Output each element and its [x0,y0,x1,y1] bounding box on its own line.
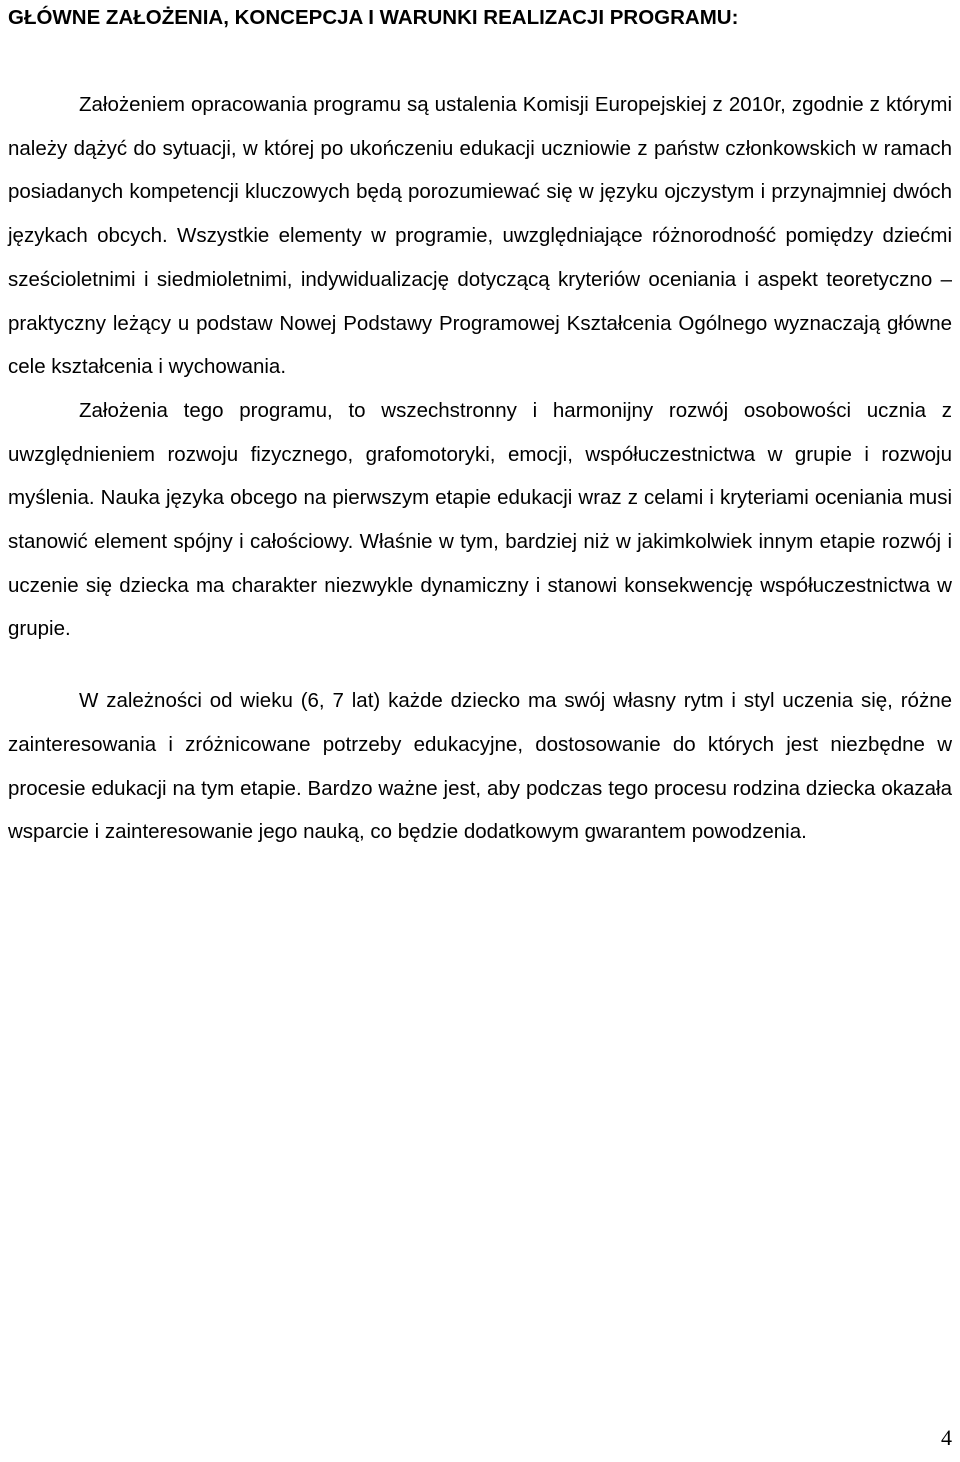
paragraph-goals: Założeniem opracowania programu są ustalenia Komisji Europejskiej z 2010r, zgodnie z którymi należy dążyć do sytuacji, w której po ukończeniu edukacji uczniowie z państw członkowskich w ramach posiadanych kompetencji kluczowych będą porozumiewać się w języku ojczystym i przynajmniej dwóch językach obcych. Wszystkie elementy w programie, uwzględniające różnorodność pomiędzy dziećmi sześcioletnimi i siedmioletnimi, indywidualizację dotyczącą kryteriów oceniania i aspekt teoretyczno – praktyczny leżący u podstaw Nowej Podstawy Programowej Kształcenia Ogólnego wyznaczają główne cele kształcenia i wychowania. [8,93,952,379]
section-heading: GŁÓWNE ZAŁOŻENIA, KONCEPCJA I WARUNKI REALIZACJI PROGRAMU: [8,6,739,29]
body-text [8,83,952,854]
paragraph-assumptions: Założenia tego programu, to wszechstronny i harmonijny rozwój osobowości ucznia z uwzględnieniem rozwoju fizycznego, grafomotoryki, emocji, współuczestnictwa w grupie i rozwoju myślenia. Nauka języka obcego na pierwszym etapie edukacji wraz z celami i kryteriami oceniania musi stanowić element spójny i całościowy. Właśnie w tym, bardziej niż w jakimkolwiek innym etapie rozwój i uczenie się dziecka ma charakter niezwykle dynamiczny i stanowi konsekwencję współuczestnictwa w grupie. [8,398,952,641]
page-number: 4 [941,1425,952,1450]
paragraph-age-differences: W zależności od wieku (6, 7 lat) każde dziecko ma swój własny rytm i styl uczenia się, różne zainteresowania i zróżnicowane potrzeby edukacyjne, dostosowanie do których jest niezbędne w procesie edukacji na tym etapie. Bardzo ważne jest, aby podczas tego procesu rodzina dziecka okazała wsparcie i zainteresowanie jego nauką, co będzie dodatkowym gwarantem powodzenia. [8,689,952,844]
